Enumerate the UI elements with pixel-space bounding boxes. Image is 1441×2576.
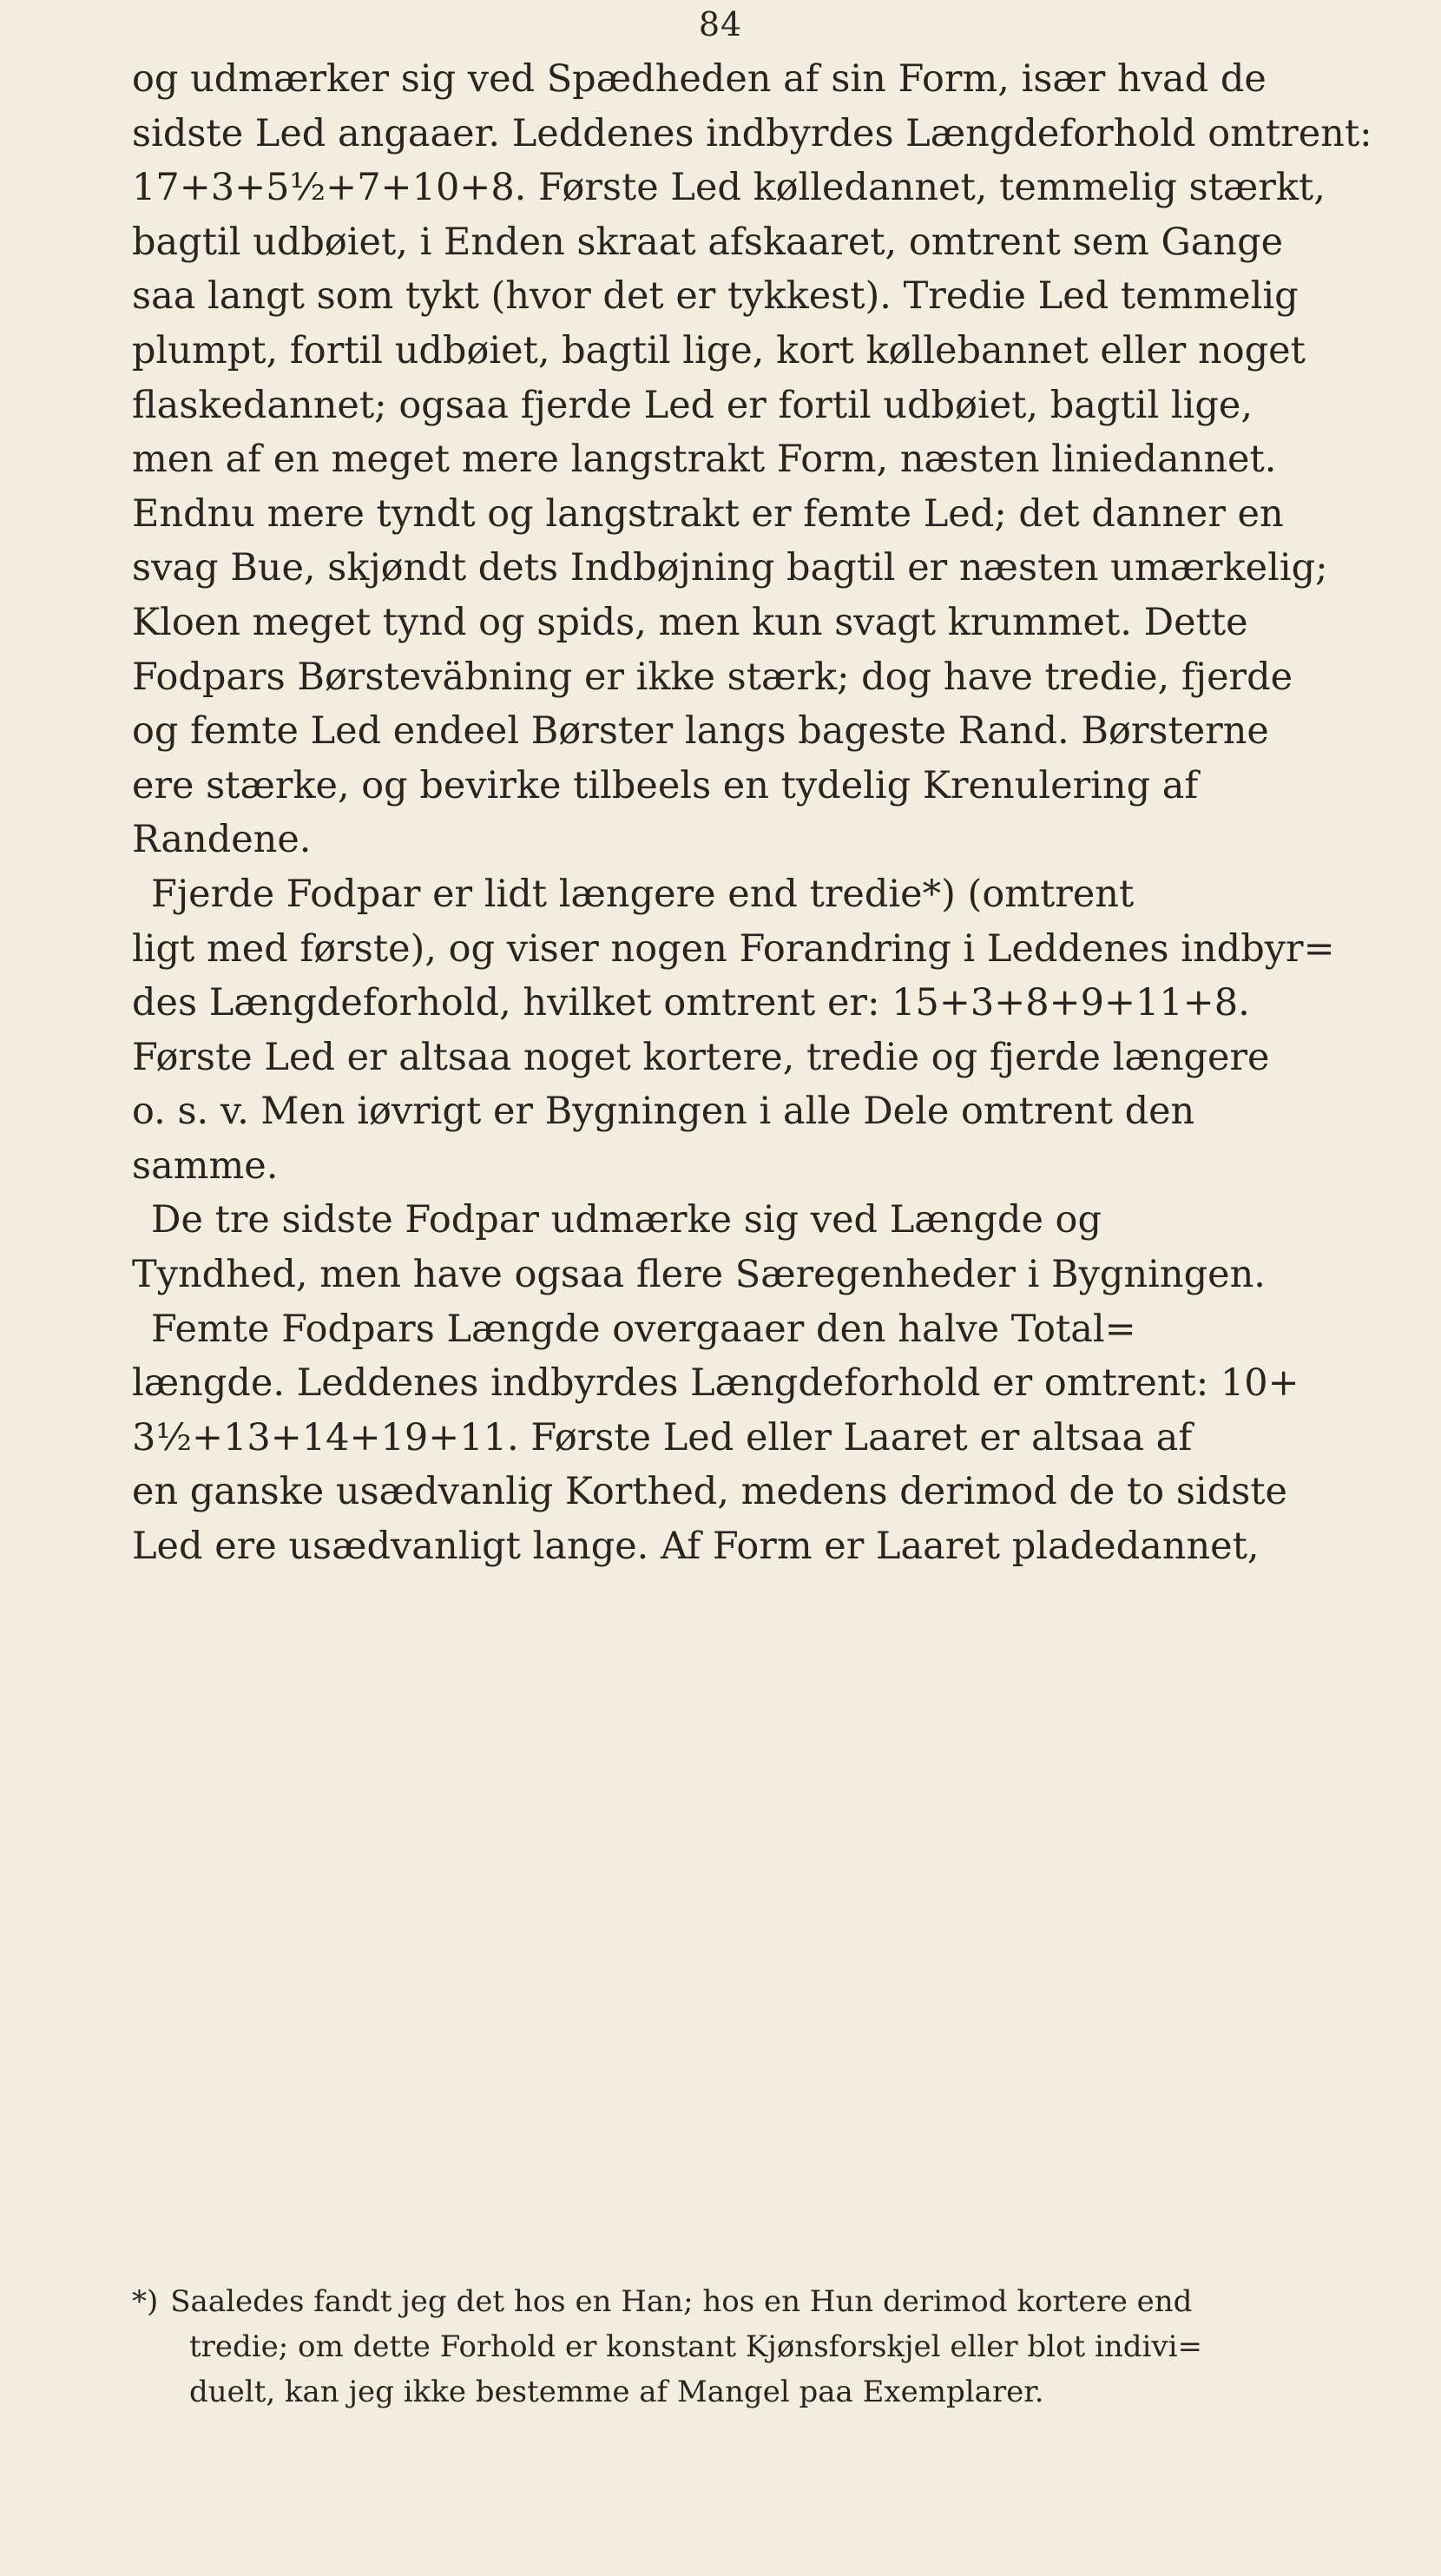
text-line: Randene. [132,818,312,862]
text-line: flaskedannet; ogsaa fjerde Led er fortil udbøiet, bagtil lige, [132,383,1253,427]
text-line: og femte Led endeel Børster langs bageste Rand. Børsterne [132,709,1269,754]
paragraph-start-line: De tre sidste Fodpar udmærke sig ved Længde og [151,1198,1102,1242]
text-line: men af en meget mere langstrakt Form, næsten liniedannet. [132,438,1277,482]
text-line: ligt med første), og viser nogen Forandring i Leddenes indbyr= [132,926,1335,971]
text-line: ere stærke, og bevirke tilbeels en tydelig Krenulering af [132,763,1199,807]
footnote-line [132,2279,1382,2324]
footnote [132,2279,1382,2415]
text-line: svag Bue, skjøndt dets Indbøjning bagtil er næsten umærkelig; [132,546,1328,590]
paragraph-start-line: Femte Fodpars Længde overgaaer den halve Total= [151,1307,1136,1351]
text-line: des Længdeforhold, hvilket omtrent er: 15+3+8+9+11+8. [132,981,1250,1025]
text-line: en ganske usædvanlig Korthed, medens derimod de to sidste [132,1470,1288,1514]
text-line: Kloen meget tynd og spids, men kun svagt krummet. Dette [132,600,1248,644]
text-line: samme. [132,1143,279,1188]
text-line: 17+3+5½+7+10+8. Første Led kølledannet, temmelig stærkt, [132,166,1326,210]
page-number: 84 [698,5,743,43]
paragraph-start-line: Fjerde Fodpar er lidt længere end tredie*) (omtrent [151,872,1135,916]
text-line: Tyndhed, men have ogsaa flere Særegenheder i Bygningen. [132,1253,1266,1297]
text-line: Led ere usædvanligt lange. Af Form er Laaret pladedannet, [132,1525,1260,1569]
text-line: plumpt, fortil udbøiet, bagtil lige, kort køllebannet eller noget [132,328,1306,372]
footnote-line: duelt, kan jeg ikke bestemme af Mangel paa Exemplarer. [189,2375,1044,2409]
text-line: o. s. v. Men iøvrigt er Bygningen i alle Dele omtrent den [132,1090,1195,1134]
footnote-mark: *) [132,2284,159,2319]
text-line: 3½+13+14+19+11. Første Led eller Laaret er altsaa af [132,1415,1193,1459]
footnote-text: Saaledes fandt jeg det hos en Han; hos en Hun derimod kortere end [170,2284,1193,2319]
text-line: Første Led er altsaa noget kortere, tredie og fjerde længere [132,1035,1270,1079]
text-line: bagtil udbøiet, i Enden skraat afskaaret, omtrent sem Gange [132,220,1284,264]
text-line: længde. Leddenes indbyrdes Længdeforhold er omtrent: 10+ [132,1361,1300,1406]
text-line: sidste Led angaaer. Leddenes indbyrdes Længdeforhold omtrent: [132,111,1372,155]
body-text [132,52,1382,1574]
text-line: Fodpars Børsteväbning er ikke stærk; dog have tredie, fjerde [132,655,1293,699]
text-line: saa langt som tykt (hvor det er tykkest). Tredie Led temmelig [132,274,1299,319]
text-line: Endnu mere tyndt og langstrakt er femte Led; det danner en [132,491,1284,536]
footnote-line: tredie; om dette Forhold er konstant Kjønsforskjel eller blot indivi= [189,2329,1202,2364]
text-line: og udmærker sig ved Spædheden af sin Form, især hvad de [132,57,1267,101]
